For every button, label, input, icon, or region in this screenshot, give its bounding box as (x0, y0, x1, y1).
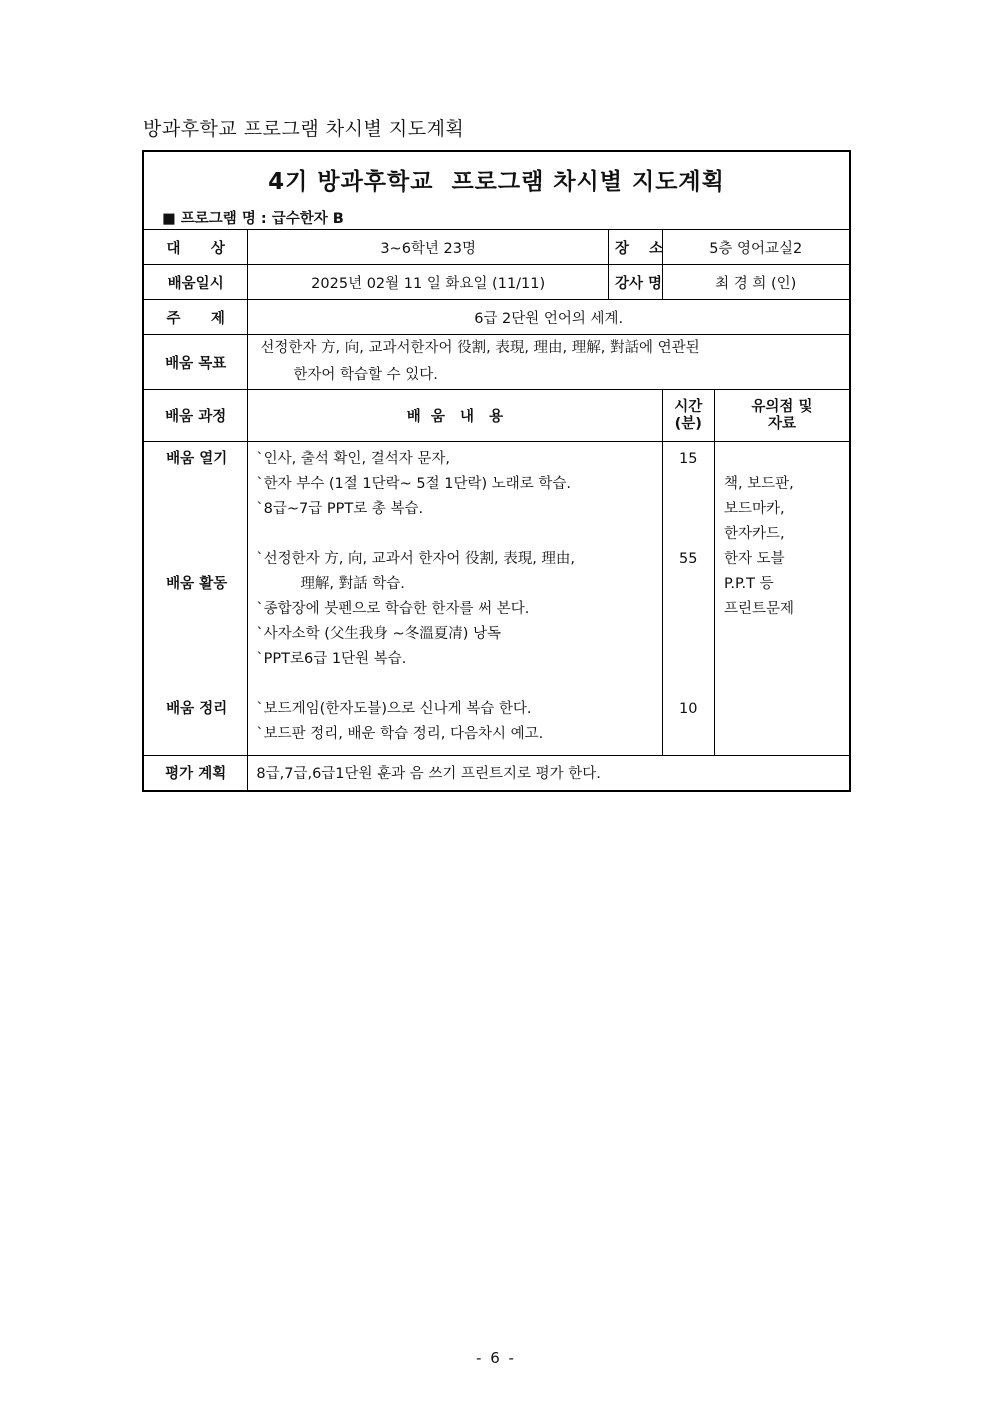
content-line: `8급~7급 PPT로 총 복습. (256, 501, 424, 517)
content-line: `PPT로6급 1단원 복습. (256, 651, 407, 667)
time-open: 15 (678, 451, 698, 467)
content-line (256, 522, 655, 547)
time-header-line1: 시간 (674, 398, 703, 415)
time-activity: 55 (678, 551, 698, 567)
goal-line-1: 선정한자 方, 向, 교과서한자어 役割, 表現, 理由, 理解, 對話에 연관된 (260, 340, 700, 356)
goal-label: 배움 목표 (143, 335, 248, 390)
place-label (608, 230, 662, 265)
goal-line-2: 한자어 학습할 수 있다. (293, 367, 438, 383)
evaluation-label: 평가 계획 (143, 756, 248, 791)
topic-label (143, 300, 248, 335)
content-line (256, 672, 655, 697)
content-column (248, 442, 662, 756)
target-label-text: 대 상 (166, 240, 225, 257)
document-heading: 방과후학교 프로그램 차시별 지도계획 (143, 118, 465, 140)
process-body-row (143, 442, 850, 756)
stage-header: 배움 과정 (143, 390, 248, 442)
title-row (143, 151, 850, 230)
time-wrap: 10 (678, 701, 698, 717)
content-line: `종합장에 붓펜으로 학습한 한자를 써 본다. (256, 601, 530, 617)
time-header-line2: (분) (674, 415, 702, 432)
material-item: 한자 도블 (723, 551, 785, 567)
materials-column (714, 442, 850, 756)
place-label-text: 장 소 (614, 240, 664, 257)
teacher-value: 최 경 희 (인) (662, 265, 850, 300)
notes-header-line2: 자료 (767, 415, 796, 432)
notes-header (714, 390, 850, 442)
program-name: ■ 프로그램 명 : 급수한자 B (162, 210, 344, 227)
teacher-label: 강사 명 (608, 265, 662, 300)
content-line: `보드판 정리, 배운 학습 정리, 다음차시 예고. (256, 726, 544, 742)
goal-value (248, 335, 850, 390)
evaluation-value: 8급,7급,6급1단원 훈과 음 쓰기 프린트지로 평가 한다. (248, 756, 850, 791)
material-item: 보드마카, (723, 501, 785, 517)
material-item: P.P.T 등 (723, 576, 774, 592)
content-line: `한자 부수 (1절 1단락~ 5절 1단락) 노래로 학습. (256, 476, 571, 492)
stage-wrap: 배움 정리 (166, 701, 228, 717)
material-item: 책, 보드판, (723, 476, 794, 492)
form-title: 4기 방과후학교 프로그램 차시별 지도계획 (268, 168, 725, 195)
topic-value: 6급 2단원 언어의 세계. (248, 300, 850, 335)
target-label (143, 230, 248, 265)
material-item: 한자카드, (723, 526, 785, 542)
date-value: 2025년 02월 11 일 화요일 (11/11) (248, 265, 609, 300)
time-header (662, 390, 714, 442)
content-header: 배 움 내 용 (248, 390, 662, 442)
stage-open: 배움 열기 (166, 451, 228, 467)
target-row (143, 230, 850, 265)
content-line: `보드게임(한자도블)으로 신나게 복습 한다. (256, 701, 532, 717)
lesson-plan-table (142, 150, 851, 792)
goal-row (143, 335, 850, 390)
content-line: `인사, 출석 확인, 결석자 문자, (256, 451, 450, 467)
content-line: `사자소학 (父生我身 ~冬溫夏凊) 낭독 (256, 626, 501, 642)
content-line: `선정한자 方, 向, 교과서 한자어 役割, 表現, 理由, (256, 551, 576, 567)
date-row (143, 265, 850, 300)
target-value: 3~6학년 23명 (248, 230, 609, 265)
topic-row (143, 300, 850, 335)
stage-column (143, 442, 248, 756)
time-column (662, 442, 714, 756)
topic-label-text: 주 제 (166, 310, 225, 327)
date-label: 배움일시 (143, 265, 248, 300)
material-item: 프린트문제 (723, 601, 794, 617)
process-header-row (143, 390, 850, 442)
page-number: - 6 - (476, 1349, 516, 1367)
content-line: 理解, 對話 학습. (300, 576, 405, 592)
evaluation-row (143, 756, 850, 791)
notes-header-line1: 유의점 및 (751, 398, 813, 415)
stage-activity: 배움 활동 (166, 576, 228, 592)
place-value: 5층 영어교실2 (662, 230, 850, 265)
